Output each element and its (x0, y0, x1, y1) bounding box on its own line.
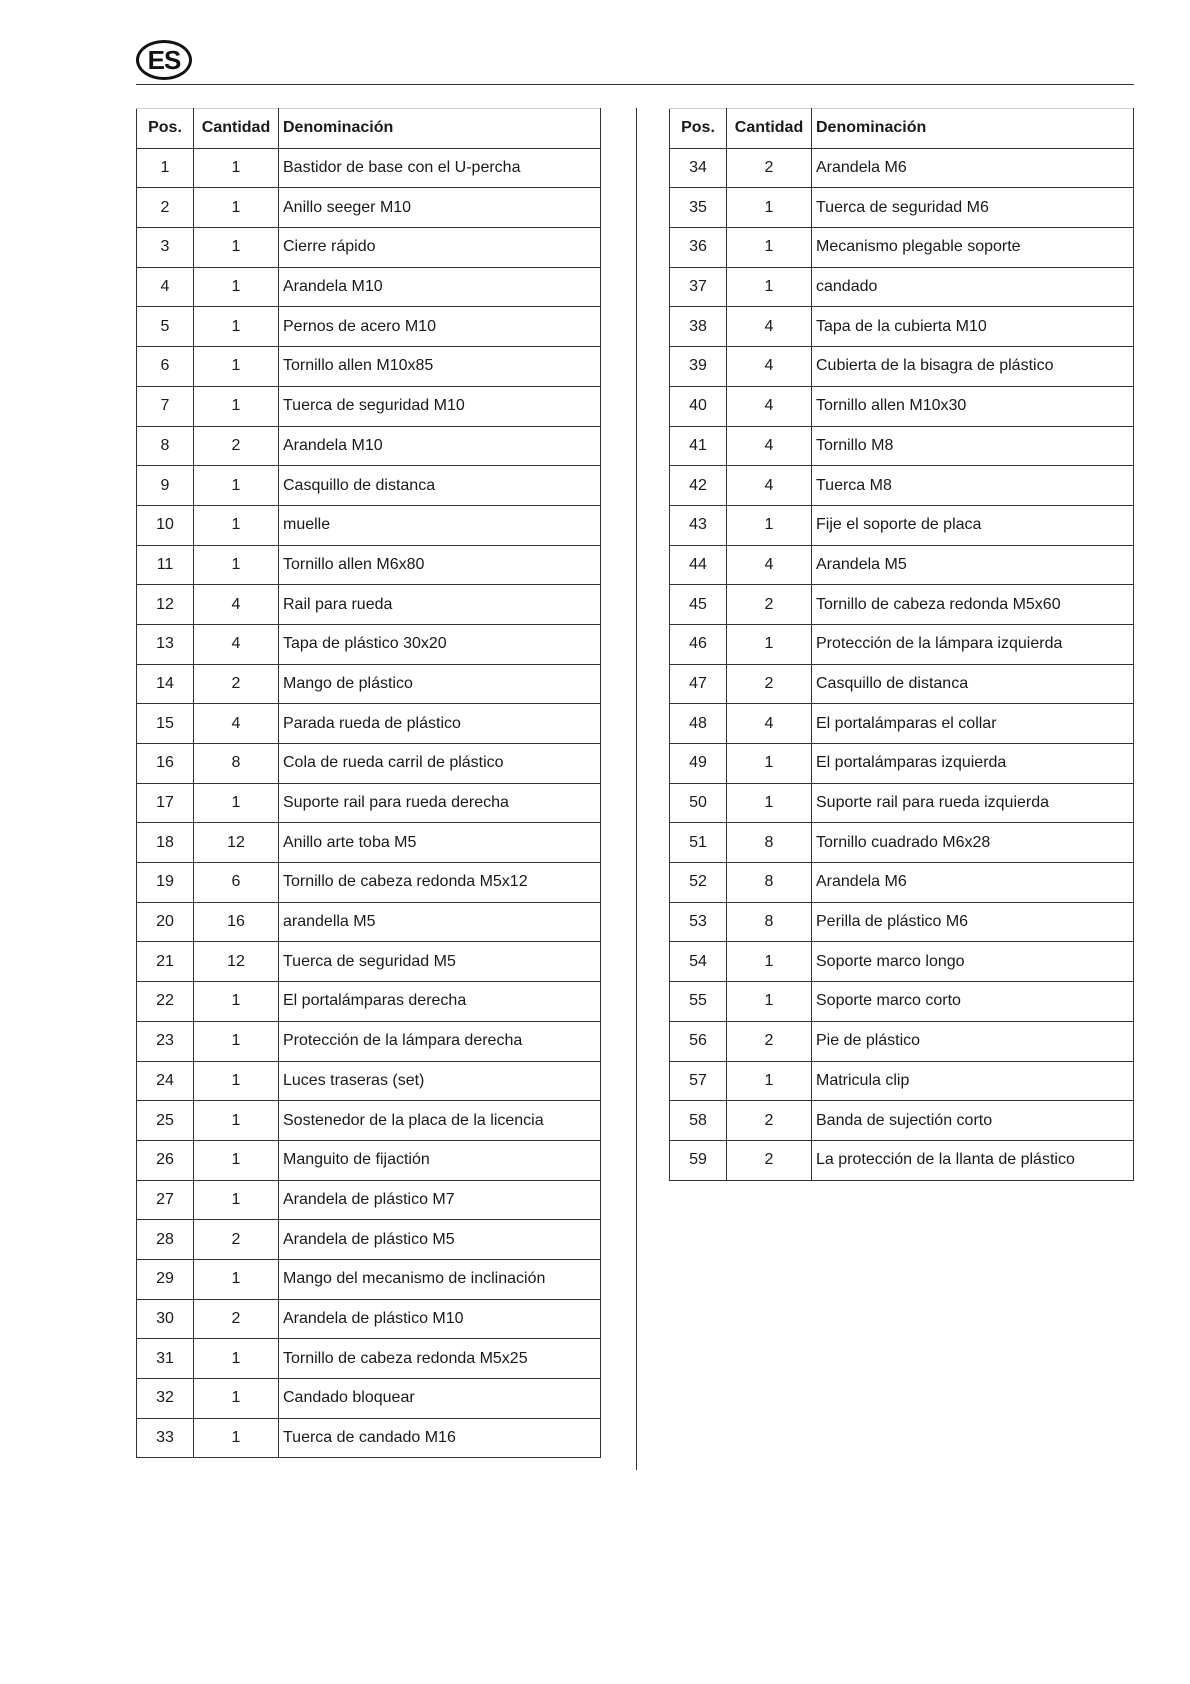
cell-pos: 40 (670, 386, 727, 426)
cell-qty: 1 (194, 783, 279, 823)
table-row (137, 1379, 601, 1419)
cell-name: arandella M5 (279, 902, 601, 942)
table-row (137, 466, 601, 506)
cell-name: Arandela de plástico M10 (279, 1299, 601, 1339)
cell-qty: 8 (727, 823, 812, 863)
table-row (670, 188, 1134, 228)
cell-qty: 1 (727, 228, 812, 268)
cell-pos: 59 (670, 1140, 727, 1180)
table-row (137, 823, 601, 863)
cell-name: candado (812, 267, 1134, 307)
table-row (670, 744, 1134, 784)
table-row (137, 1021, 601, 1061)
cell-qty: 1 (194, 466, 279, 506)
language-badge (136, 40, 192, 80)
table-row (670, 982, 1134, 1022)
cell-name: Tornillo cuadrado M6x28 (812, 823, 1134, 863)
cell-name: Sostenedor de la placa de la licencia (279, 1101, 601, 1141)
cell-qty: 1 (194, 1180, 279, 1220)
cell-qty: 1 (727, 505, 812, 545)
cell-qty: 1 (194, 148, 279, 188)
cell-pos: 52 (670, 863, 727, 903)
cell-pos: 2 (137, 188, 194, 228)
table-row (137, 505, 601, 545)
cell-pos: 5 (137, 307, 194, 347)
cell-qty: 1 (727, 267, 812, 307)
table-row (137, 942, 601, 982)
cell-pos: 42 (670, 466, 727, 506)
table-row (137, 228, 601, 268)
table-row (137, 1259, 601, 1299)
cell-qty: 1 (727, 624, 812, 664)
cell-qty: 1 (194, 1259, 279, 1299)
cell-name: Cola de rueda carril de plástico (279, 744, 601, 784)
cell-pos: 38 (670, 307, 727, 347)
cell-pos: 43 (670, 505, 727, 545)
cell-name: Arandela M5 (812, 545, 1134, 585)
cell-qty: 1 (727, 1061, 812, 1101)
table-row (670, 347, 1134, 387)
cell-qty: 1 (194, 1021, 279, 1061)
cell-pos: 49 (670, 744, 727, 784)
cell-pos: 6 (137, 347, 194, 387)
cell-name: Anillo seeger M10 (279, 188, 601, 228)
table-row (670, 267, 1134, 307)
header-qty: Cantidad (727, 109, 812, 149)
cell-name: Parada rueda de plástico (279, 704, 601, 744)
table-row (670, 664, 1134, 704)
cell-name: Pernos de acero M10 (279, 307, 601, 347)
cell-name: Tuerca de candado M16 (279, 1418, 601, 1458)
cell-name: Mecanismo plegable soporte (812, 228, 1134, 268)
cell-qty: 8 (727, 863, 812, 903)
cell-qty: 1 (727, 942, 812, 982)
table-row (670, 307, 1134, 347)
cell-pos: 1 (137, 148, 194, 188)
table-row (137, 1339, 601, 1379)
cell-name: Tornillo allen M6x80 (279, 545, 601, 585)
cell-qty: 1 (194, 1061, 279, 1101)
cell-pos: 16 (137, 744, 194, 784)
cell-pos: 15 (137, 704, 194, 744)
cell-pos: 58 (670, 1101, 727, 1141)
header-name: Denominación (812, 109, 1134, 149)
table-row (670, 1061, 1134, 1101)
cell-name: Tornillo de cabeza redonda M5x25 (279, 1339, 601, 1379)
cell-pos: 25 (137, 1101, 194, 1141)
cell-qty: 1 (194, 307, 279, 347)
table-row (670, 902, 1134, 942)
table-row (137, 704, 601, 744)
cell-name: Soporte marco longo (812, 942, 1134, 982)
cell-pos: 44 (670, 545, 727, 585)
cell-pos: 55 (670, 982, 727, 1022)
table-row (137, 1061, 601, 1101)
table-row (670, 585, 1134, 625)
cell-name: Perilla de plástico M6 (812, 902, 1134, 942)
cell-qty: 8 (727, 902, 812, 942)
cell-qty: 1 (727, 982, 812, 1022)
cell-qty: 1 (194, 228, 279, 268)
cell-pos: 57 (670, 1061, 727, 1101)
table-header-row (137, 109, 601, 149)
cell-name: Mango de plástico (279, 664, 601, 704)
cell-pos: 39 (670, 347, 727, 387)
cell-name: Protección de la lámpara derecha (279, 1021, 601, 1061)
cell-name: Arandela M6 (812, 148, 1134, 188)
cell-qty: 2 (194, 1220, 279, 1260)
cell-name: Bastidor de base con el U-percha (279, 148, 601, 188)
table-row (137, 1418, 601, 1458)
cell-name: El portalámparas izquierda (812, 744, 1134, 784)
cell-qty: 4 (727, 386, 812, 426)
table-row (670, 942, 1134, 982)
cell-qty: 1 (194, 545, 279, 585)
cell-name: Fije el soporte de placa (812, 505, 1134, 545)
table-row (670, 466, 1134, 506)
cell-name: Tapa de la cubierta M10 (812, 307, 1134, 347)
cell-qty: 1 (194, 188, 279, 228)
cell-pos: 31 (137, 1339, 194, 1379)
table-row (670, 228, 1134, 268)
parts-table-left (136, 108, 601, 1458)
table-row (137, 1140, 601, 1180)
cell-qty: 12 (194, 942, 279, 982)
cell-qty: 2 (727, 148, 812, 188)
cell-qty: 1 (194, 386, 279, 426)
table-row (670, 823, 1134, 863)
cell-qty: 1 (727, 188, 812, 228)
cell-qty: 2 (194, 1299, 279, 1339)
cell-pos: 8 (137, 426, 194, 466)
cell-qty: 1 (194, 1418, 279, 1458)
cell-pos: 4 (137, 267, 194, 307)
cell-name: Arandela M10 (279, 426, 601, 466)
table-row (670, 1101, 1134, 1141)
cell-pos: 12 (137, 585, 194, 625)
cell-qty: 8 (194, 744, 279, 784)
cell-name: Cubierta de la bisagra de plástico (812, 347, 1134, 387)
cell-qty: 4 (194, 624, 279, 664)
table-row (670, 545, 1134, 585)
cell-qty: 4 (727, 466, 812, 506)
table-row (137, 982, 601, 1022)
table-row (670, 505, 1134, 545)
cell-name: Cierre rápido (279, 228, 601, 268)
cell-qty: 1 (727, 744, 812, 784)
cell-pos: 45 (670, 585, 727, 625)
parts-table-right (669, 108, 1134, 1181)
cell-pos: 14 (137, 664, 194, 704)
cell-qty: 4 (727, 704, 812, 744)
cell-qty: 6 (194, 863, 279, 903)
table-row (670, 624, 1134, 664)
cell-name: Tuerca de seguridad M6 (812, 188, 1134, 228)
cell-name: Arandela de plástico M5 (279, 1220, 601, 1260)
cell-pos: 36 (670, 228, 727, 268)
cell-pos: 48 (670, 704, 727, 744)
cell-qty: 1 (194, 347, 279, 387)
cell-name: Anillo arte toba M5 (279, 823, 601, 863)
table-row (137, 545, 601, 585)
table-row (137, 307, 601, 347)
table-row (137, 148, 601, 188)
cell-pos: 41 (670, 426, 727, 466)
table-row (137, 188, 601, 228)
table-row (670, 426, 1134, 466)
cell-pos: 50 (670, 783, 727, 823)
cell-name: Suporte rail para rueda izquierda (812, 783, 1134, 823)
cell-pos: 18 (137, 823, 194, 863)
table-row (137, 1180, 601, 1220)
cell-qty: 1 (194, 505, 279, 545)
cell-pos: 46 (670, 624, 727, 664)
cell-name: Tuerca de seguridad M5 (279, 942, 601, 982)
cell-qty: 1 (194, 1379, 279, 1419)
cell-name: Mango del mecanismo de inclinación (279, 1259, 601, 1299)
cell-name: muelle (279, 505, 601, 545)
cell-pos: 32 (137, 1379, 194, 1419)
cell-pos: 26 (137, 1140, 194, 1180)
cell-pos: 20 (137, 902, 194, 942)
cell-name: Tapa de plástico 30x20 (279, 624, 601, 664)
parts-table-left-body (137, 148, 601, 1458)
table-row (670, 783, 1134, 823)
table-row (137, 426, 601, 466)
table-row (670, 148, 1134, 188)
cell-qty: 2 (727, 664, 812, 704)
cell-name: Protección de la lámpara izquierda (812, 624, 1134, 664)
cell-name: Tornillo M8 (812, 426, 1134, 466)
cell-name: Tornillo de cabeza redonda M5x60 (812, 585, 1134, 625)
header-qty: Cantidad (194, 109, 279, 149)
cell-qty: 4 (727, 545, 812, 585)
cell-pos: 10 (137, 505, 194, 545)
cell-pos: 3 (137, 228, 194, 268)
table-row (137, 347, 601, 387)
table-row (137, 783, 601, 823)
header-rule (136, 84, 1134, 85)
cell-name: Banda de sujectión corto (812, 1101, 1134, 1141)
table-row (137, 585, 601, 625)
table-row (137, 1101, 601, 1141)
cell-name: Tornillo allen M10x85 (279, 347, 601, 387)
cell-name: Luces traseras (set) (279, 1061, 601, 1101)
cell-name: Arandela M6 (812, 863, 1134, 903)
cell-name: Tornillo allen M10x30 (812, 386, 1134, 426)
cell-name: Pie de plástico (812, 1021, 1134, 1061)
cell-name: Matricula clip (812, 1061, 1134, 1101)
header-pos: Pos. (670, 109, 727, 149)
cell-pos: 29 (137, 1259, 194, 1299)
table-row (137, 1299, 601, 1339)
cell-pos: 7 (137, 386, 194, 426)
table-row (670, 1021, 1134, 1061)
table-row (137, 902, 601, 942)
cell-pos: 22 (137, 982, 194, 1022)
cell-name: Arandela M10 (279, 267, 601, 307)
cell-qty: 1 (194, 1339, 279, 1379)
cell-qty: 4 (727, 347, 812, 387)
cell-name: Tornillo de cabeza redonda M5x12 (279, 863, 601, 903)
cell-pos: 34 (670, 148, 727, 188)
cell-qty: 12 (194, 823, 279, 863)
table-row (137, 267, 601, 307)
table-row (137, 386, 601, 426)
cell-name: El portalámparas el collar (812, 704, 1134, 744)
cell-pos: 47 (670, 664, 727, 704)
cell-name: Candado bloquear (279, 1379, 601, 1419)
cell-qty: 2 (194, 664, 279, 704)
cell-qty: 2 (194, 426, 279, 466)
table-row (670, 386, 1134, 426)
table-row (670, 1140, 1134, 1180)
cell-qty: 1 (727, 783, 812, 823)
table-row (670, 704, 1134, 744)
cell-pos: 35 (670, 188, 727, 228)
cell-qty: 2 (727, 1021, 812, 1061)
cell-name: Manguito de fijactión (279, 1140, 601, 1180)
cell-qty: 1 (194, 982, 279, 1022)
column-divider (636, 108, 637, 1470)
language-code: ES (147, 44, 181, 75)
table-row (137, 664, 601, 704)
cell-pos: 13 (137, 624, 194, 664)
cell-pos: 17 (137, 783, 194, 823)
cell-qty: 4 (194, 704, 279, 744)
cell-pos: 56 (670, 1021, 727, 1061)
cell-name: El portalámparas derecha (279, 982, 601, 1022)
cell-qty: 1 (194, 1101, 279, 1141)
cell-pos: 21 (137, 942, 194, 982)
table-row (137, 744, 601, 784)
cell-qty: 2 (727, 585, 812, 625)
cell-qty: 1 (194, 1140, 279, 1180)
cell-name: Suporte rail para rueda derecha (279, 783, 601, 823)
cell-pos: 51 (670, 823, 727, 863)
table-row (137, 624, 601, 664)
cell-name: Casquillo de distanca (812, 664, 1134, 704)
cell-pos: 30 (137, 1299, 194, 1339)
cell-pos: 54 (670, 942, 727, 982)
cell-pos: 37 (670, 267, 727, 307)
cell-pos: 53 (670, 902, 727, 942)
cell-name: Tuerca de seguridad M10 (279, 386, 601, 426)
cell-pos: 28 (137, 1220, 194, 1260)
cell-qty: 16 (194, 902, 279, 942)
table-header-row (670, 109, 1134, 149)
cell-pos: 27 (137, 1180, 194, 1220)
cell-qty: 4 (727, 307, 812, 347)
cell-pos: 11 (137, 545, 194, 585)
table-row (670, 863, 1134, 903)
table-row (137, 863, 601, 903)
cell-qty: 1 (194, 267, 279, 307)
header-name: Denominación (279, 109, 601, 149)
cell-name: Tuerca M8 (812, 466, 1134, 506)
header-pos: Pos. (137, 109, 194, 149)
cell-name: Arandela de plástico M7 (279, 1180, 601, 1220)
cell-pos: 23 (137, 1021, 194, 1061)
cell-qty: 2 (727, 1140, 812, 1180)
cell-qty: 2 (727, 1101, 812, 1141)
cell-name: Rail para rueda (279, 585, 601, 625)
cell-pos: 33 (137, 1418, 194, 1458)
cell-qty: 4 (727, 426, 812, 466)
cell-pos: 24 (137, 1061, 194, 1101)
cell-name: La protección de la llanta de plástico (812, 1140, 1134, 1180)
parts-table-right-body (670, 148, 1134, 1180)
cell-name: Casquillo de distanca (279, 466, 601, 506)
cell-pos: 9 (137, 466, 194, 506)
cell-name: Soporte marco corto (812, 982, 1134, 1022)
table-row (137, 1220, 601, 1260)
cell-pos: 19 (137, 863, 194, 903)
cell-qty: 4 (194, 585, 279, 625)
